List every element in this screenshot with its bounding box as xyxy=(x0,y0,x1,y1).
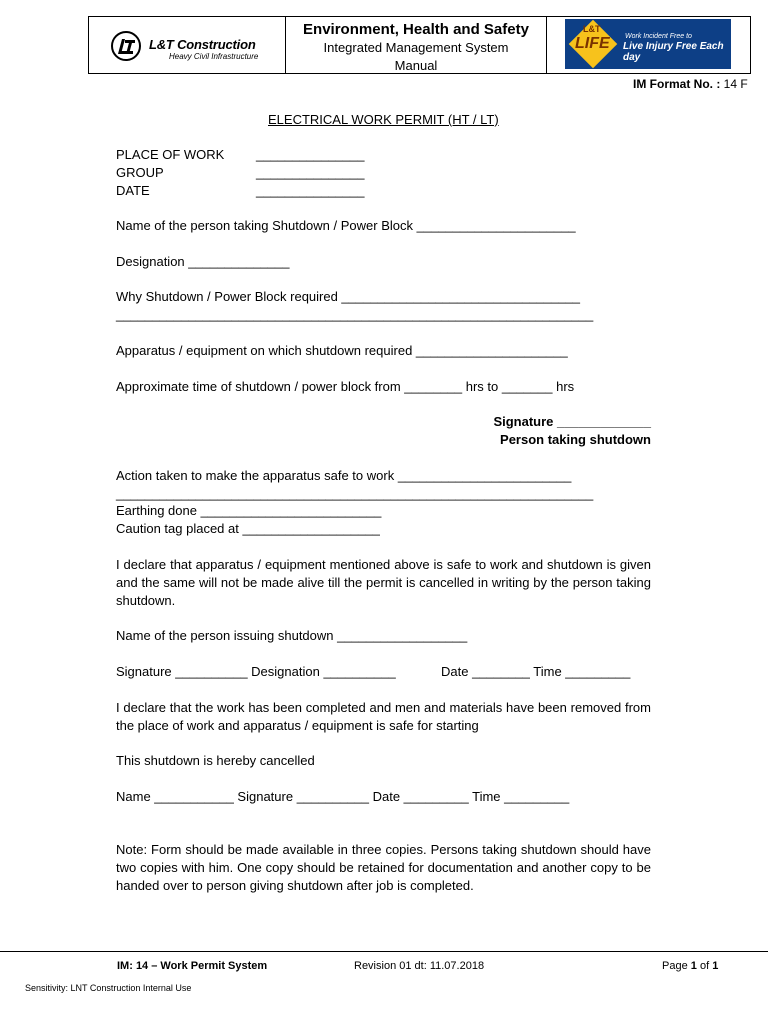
declaration-1: I declare that apparatus / equipment mentioned above is safe to work and shutdown is given and the same will not be made alive till the permit is cancelled in writing by the person taking shutdown. xyxy=(116,557,651,608)
designation-line: Designation ______________ xyxy=(116,254,290,269)
footer-page xyxy=(662,958,718,974)
document-header xyxy=(88,16,751,74)
header-title-cell xyxy=(286,17,547,73)
date-blank: _______________ xyxy=(256,183,365,198)
issuing-person-line: Name of the person issuing shutdown __________________ xyxy=(116,628,468,643)
lt-life-badge xyxy=(565,19,731,69)
badge-life-text: LIFE xyxy=(575,35,610,52)
header-subtitle-2: Manual xyxy=(394,58,438,73)
note-paragraph: Note: Form should be made available in three copies. Persons taking shutdown should have two copies with him. One copy should be retained for documentation and another copy to be handed over to person giving shutdown after job is completed. xyxy=(116,842,651,893)
apparatus-line: Apparatus / equipment on which shutdown required _____________________ xyxy=(116,343,568,358)
badge-lt-text: L&T xyxy=(583,24,601,34)
approx-time-line: Approximate time of shutdown / power block from ________ hrs to _______ hrs xyxy=(116,379,575,394)
why-shutdown-line: Why Shutdown / Power Block required _________________________________ xyxy=(116,289,581,304)
group-label: GROUP xyxy=(116,165,164,180)
format-label: IM Format No. : xyxy=(633,77,721,91)
header-badge-cell xyxy=(547,17,750,73)
header-subtitle-1: Integrated Management System xyxy=(323,40,509,55)
earthing-line: Earthing done _________________________ xyxy=(116,503,382,518)
why-shutdown-continuation: __________________________________________________________________ xyxy=(116,307,594,322)
badge-line-1: Work Incident Free to xyxy=(625,33,692,40)
page-number: 1 xyxy=(690,960,697,972)
signature-designation-row: Signature __________ Designation __________ xyxy=(116,664,396,679)
place-blank: _______________ xyxy=(256,147,365,162)
action-taken-line: Action taken to make the apparatus safe to work ________________________ xyxy=(116,468,572,483)
declaration-2: I declare that the work has been completed and men and materials have been removed from the place of work and apparatus / equipment is safe for starting xyxy=(116,700,651,733)
format-value: 14 F xyxy=(723,77,748,91)
page-of: of xyxy=(699,960,710,972)
page-prefix: Page xyxy=(662,960,688,972)
name-signature-row: Name ___________ Signature __________ Date _________ Time _________ xyxy=(116,789,570,804)
footer-revision: Revision 01 dt: 11.07.2018 xyxy=(354,960,485,972)
header-title: Environment, Health and Safety xyxy=(303,21,529,38)
footer-rule xyxy=(0,951,768,952)
company-logo-cell xyxy=(89,17,286,73)
group-blank: _______________ xyxy=(256,165,365,180)
place-label: PLACE OF WORK xyxy=(116,147,225,162)
format-number xyxy=(633,76,748,92)
company-name: L&T Construction xyxy=(149,37,256,52)
person-shutdown-line: Name of the person taking Shutdown / Power Block ______________________ xyxy=(116,218,576,233)
cancelled-line: This shutdown is hereby cancelled xyxy=(116,753,315,768)
lt-logo-icon xyxy=(111,31,141,61)
company-subtitle: Heavy Civil Infrastructure xyxy=(169,52,259,61)
badge-line-2: Live Injury Free Each day xyxy=(623,41,724,63)
form-title: ELECTRICAL WORK PERMIT (HT / LT) xyxy=(268,112,499,127)
date-label: DATE xyxy=(116,183,150,198)
sensitivity-label: Sensitivity: LNT Construction Internal Use xyxy=(25,983,192,993)
caution-tag-line: Caution tag placed at ___________________ xyxy=(116,521,380,536)
action-taken-continuation: __________________________________________________________________ xyxy=(116,486,594,501)
footer-doc: IM: 14 – Work Permit System xyxy=(117,960,268,972)
page-total: 1 xyxy=(712,960,719,972)
signature-line: Signature _____________ xyxy=(493,414,651,429)
person-taking-label: Person taking shutdown xyxy=(500,432,651,447)
date-time-row: Date ________ Time _________ xyxy=(441,664,631,679)
